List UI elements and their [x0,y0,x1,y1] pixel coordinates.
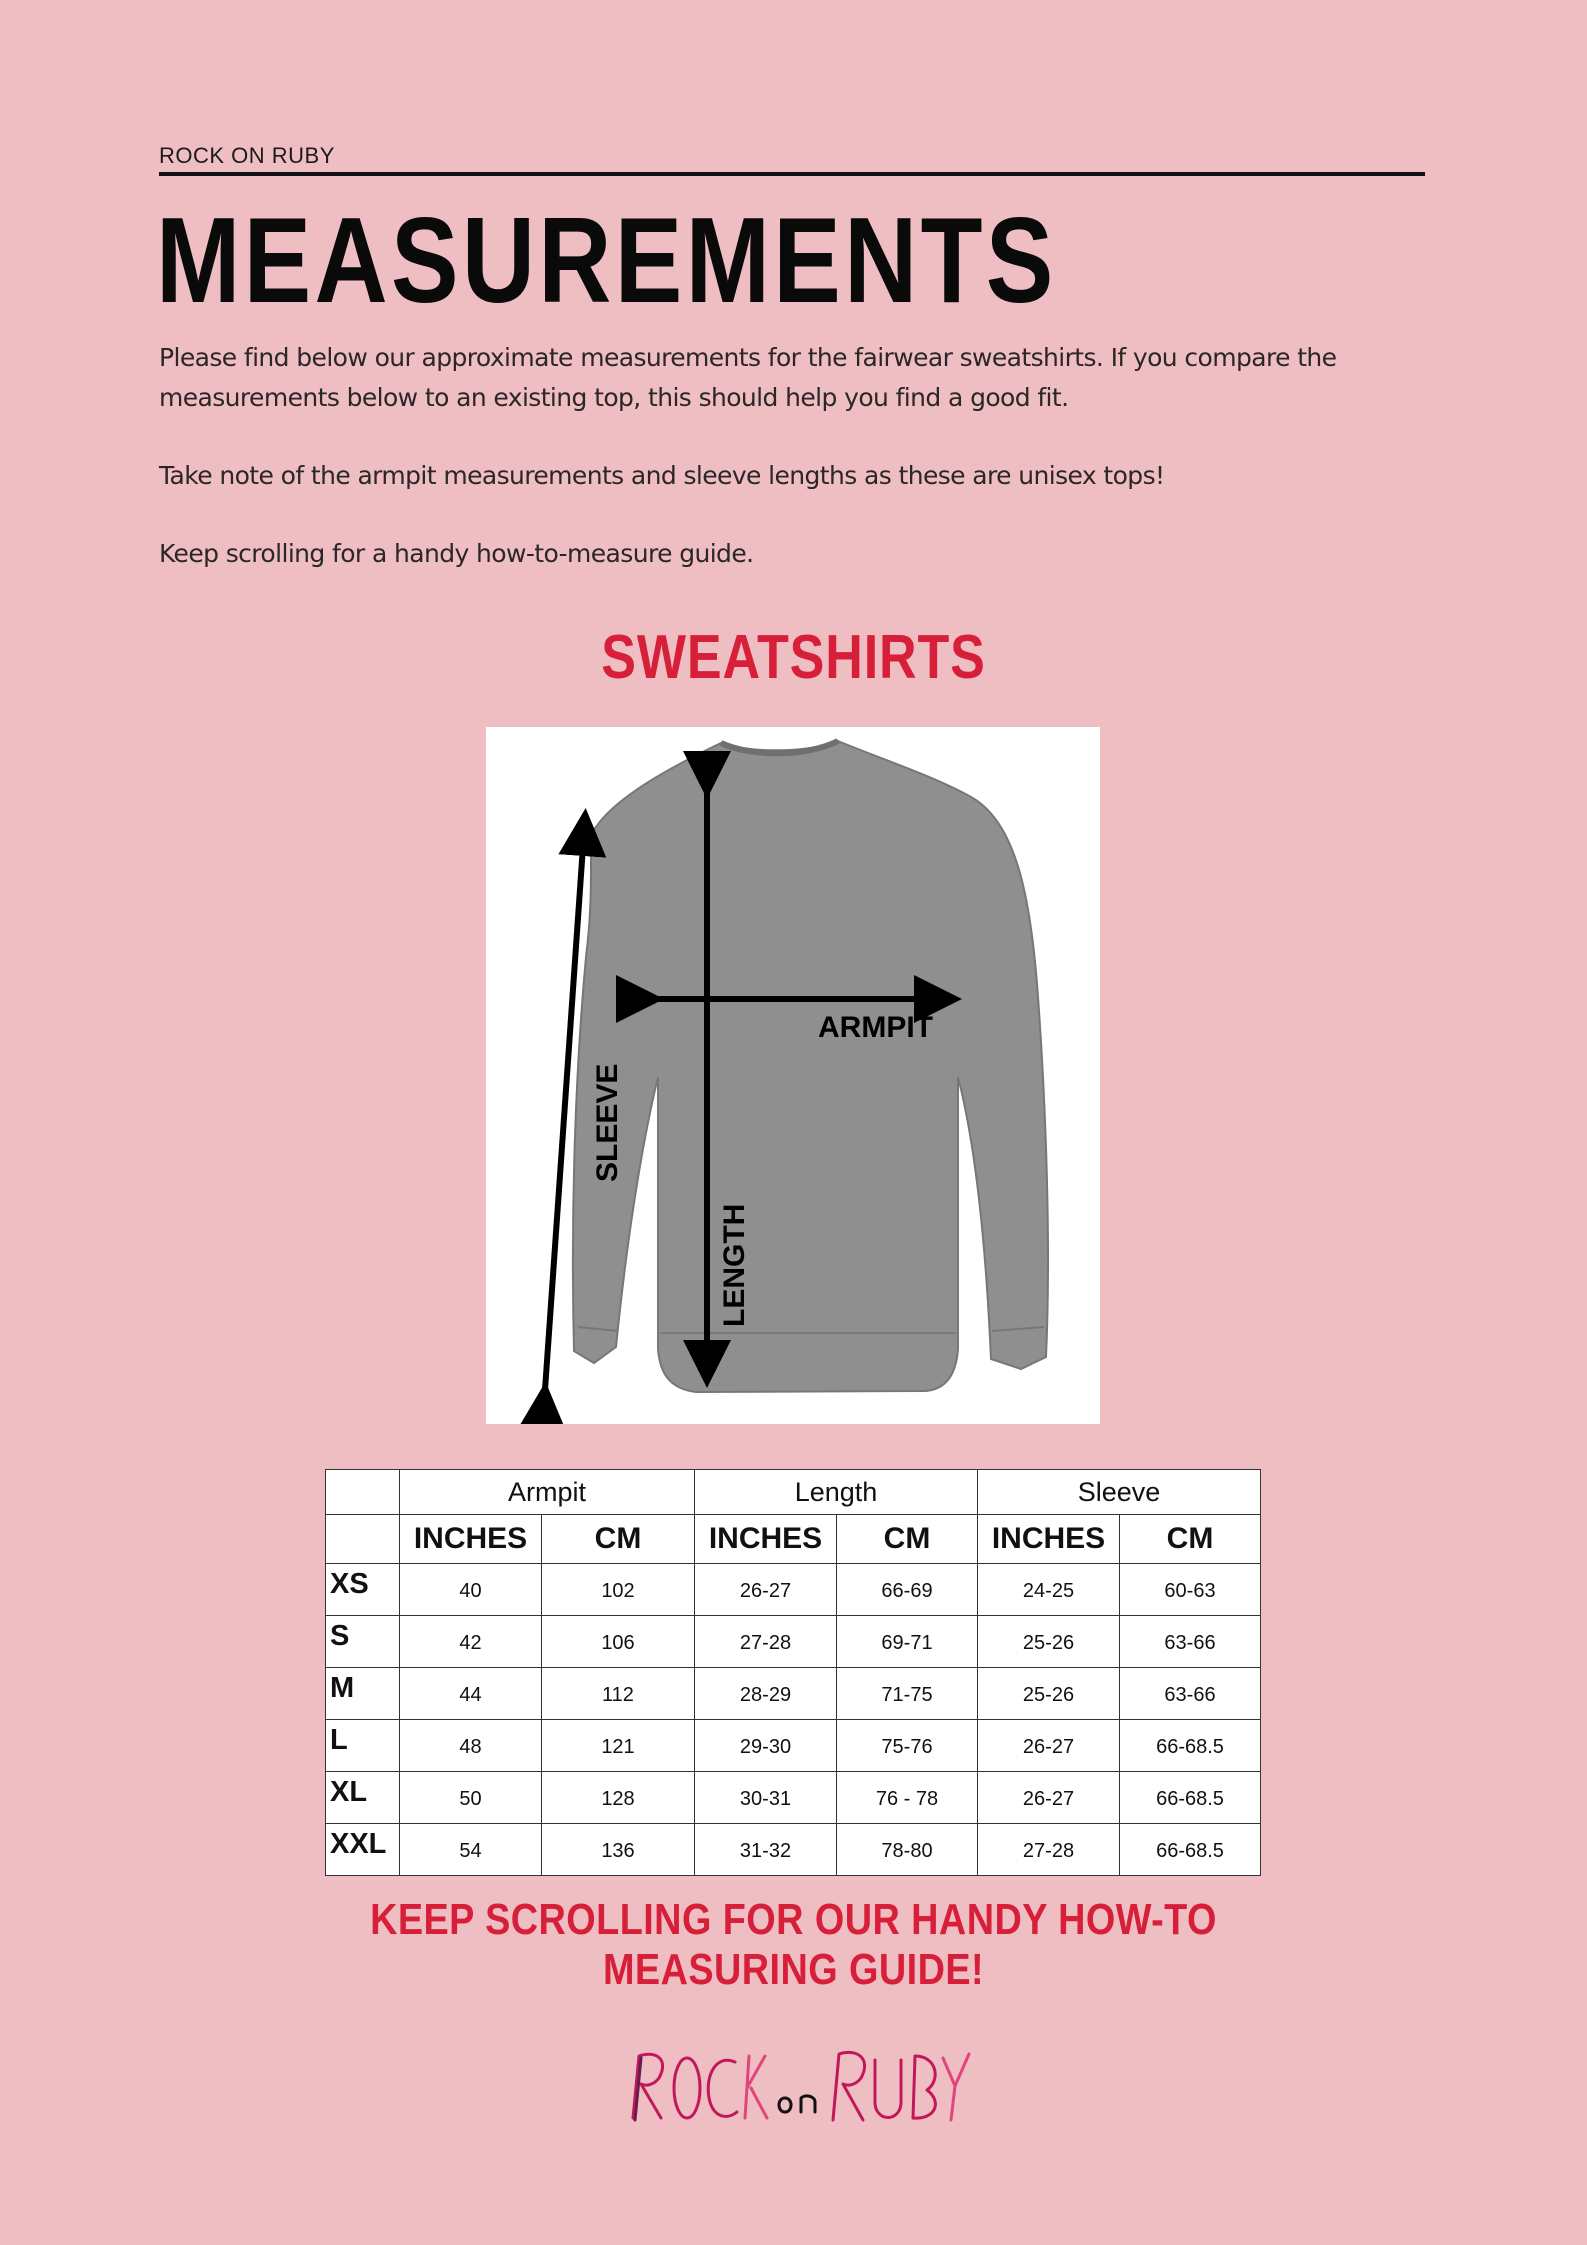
table-unit-header-row [326,1515,1261,1564]
brand-name: ROCK ON RUBY [159,143,335,168]
table-cell: 106 [542,1616,695,1668]
table-cell: 27-28 [695,1616,837,1668]
unit-header: INCHES [400,1515,542,1564]
table-cell: 29-30 [695,1720,837,1772]
logo-wordmark [625,2040,975,2130]
callout-line: MEASURING GUIDE! [602,1945,985,1994]
table-cell: 44 [400,1668,542,1720]
column-group-header: Sleeve [978,1470,1261,1515]
table-cell: 121 [542,1720,695,1772]
table-cell: 63-66 [1120,1616,1261,1668]
page-title: MEASUREMENTS [156,192,1057,328]
size-label: XS [326,1564,400,1616]
table-cell: 78-80 [837,1824,978,1876]
table-cell: 50 [400,1772,542,1824]
table-cell: 75-76 [837,1720,978,1772]
scroll-guide-callout [111,1895,1476,1995]
table-cell: 136 [542,1824,695,1876]
table-cell: 27-28 [978,1824,1120,1876]
table-cell: 102 [542,1564,695,1616]
sweatshirt-illustration [486,727,1100,1424]
table-cell: 42 [400,1616,542,1668]
table-cell: 71-75 [837,1668,978,1720]
size-label: XL [326,1772,400,1824]
column-group-header: Length [695,1470,978,1515]
table-cell: 66-68.5 [1120,1772,1261,1824]
table-cell: 28-29 [695,1668,837,1720]
rock-on-ruby-logo [625,2040,975,2130]
unit-header: INCHES [978,1515,1120,1564]
unit-header: CM [1120,1515,1261,1564]
table-cell: 60-63 [1120,1564,1261,1616]
table-cell: 128 [542,1772,695,1824]
size-label: XXL [326,1824,400,1876]
intro-text [159,338,1339,612]
intro-paragraph: Please find below our approximate measurements for the fairwear sweatshirts. If you compare the measurements below to an existing top, this should help you find a good fit. [159,343,1337,412]
table-cell: 63-66 [1120,1668,1261,1720]
unit-header: CM [542,1515,695,1564]
table-cell: 76 - 78 [837,1772,978,1824]
table-row [326,1824,1261,1876]
table-cell: 112 [542,1668,695,1720]
table-cell: 48 [400,1720,542,1772]
table-row [326,1772,1261,1824]
table-group-header-row [326,1470,1261,1515]
table-corner-cell [326,1515,400,1564]
table-corner-cell [326,1470,400,1515]
table-cell: 40 [400,1564,542,1616]
size-label: M [326,1668,400,1720]
intro-paragraph: Keep scrolling for a handy how-to-measure guide. [159,539,754,568]
unit-header: CM [837,1515,978,1564]
section-heading: SWEATSHIRTS [601,623,986,692]
table-cell: 66-68.5 [1120,1720,1261,1772]
table-cell: 26-27 [978,1720,1120,1772]
column-group-header: Armpit [400,1470,695,1515]
header-divider [159,172,1425,176]
table-cell: 26-27 [695,1564,837,1616]
table-cell: 30-31 [695,1772,837,1824]
table-cell: 26-27 [978,1772,1120,1824]
table-row [326,1720,1261,1772]
unit-header: INCHES [695,1515,837,1564]
table-cell: 25-26 [978,1616,1120,1668]
length-label: LENGTH [718,1203,751,1327]
table-cell: 24-25 [978,1564,1120,1616]
table-row [326,1668,1261,1720]
size-label: S [326,1616,400,1668]
size-label: L [326,1720,400,1772]
sweatshirt-shape [573,741,1048,1392]
table-cell: 25-26 [978,1668,1120,1720]
sweatshirt-measurement-diagram [486,727,1100,1424]
table-cell: 31-32 [695,1824,837,1876]
table-row [326,1564,1261,1616]
armpit-label: ARMPIT [818,1011,933,1044]
table-row [326,1616,1261,1668]
intro-paragraph: Take note of the armpit measurements and sleeve lengths as these are unisex tops! [159,461,1165,490]
size-chart-table [325,1469,1261,1876]
table-cell: 54 [400,1824,542,1876]
table-cell: 66-69 [837,1564,978,1616]
table-cell: 69-71 [837,1616,978,1668]
sleeve-label: SLEEVE [591,1063,624,1182]
callout-line: KEEP SCROLLING FOR OUR HANDY HOW-TO [370,1895,1217,1944]
table-cell: 66-68.5 [1120,1824,1261,1876]
